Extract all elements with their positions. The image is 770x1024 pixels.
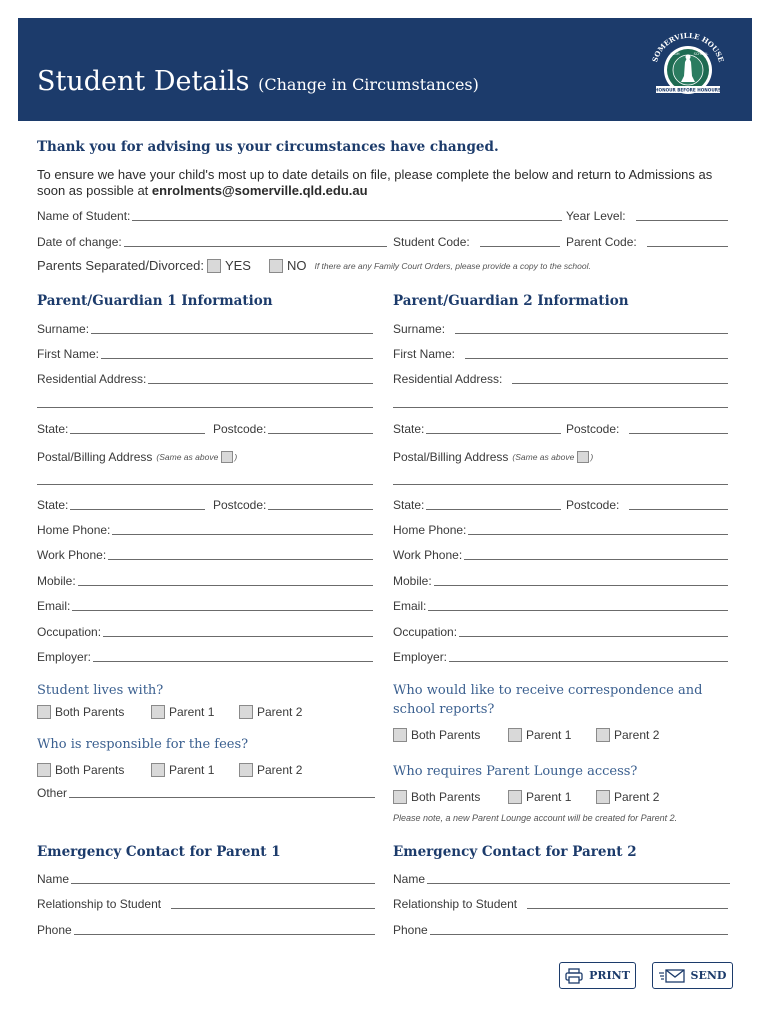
- p2-state-field[interactable]: [393, 420, 561, 436]
- p2-state2-line[interactable]: [426, 498, 561, 510]
- admissions-email-link[interactable]: enrolments@somerville.qld.edu.au: [151, 183, 368, 198]
- e1-phone-field[interactable]: [37, 921, 375, 937]
- p2-work-phone-field[interactable]: [393, 546, 728, 562]
- fees-heading: Who is responsible for the fees?: [37, 737, 249, 752]
- e2-relationship-line[interactable]: [527, 897, 728, 909]
- p1-home-phone-field[interactable]: [37, 521, 373, 537]
- page-title: [37, 66, 479, 97]
- corr-both-checkbox[interactable]: [393, 728, 407, 742]
- p1-occupation-line[interactable]: [103, 625, 373, 637]
- e1-relationship-field[interactable]: [37, 895, 375, 911]
- p2-address-label: Residential Address:: [393, 372, 503, 386]
- fees-other-field[interactable]: [37, 784, 375, 800]
- p1-address-label: Residential Address:: [37, 372, 147, 386]
- date-of-change-label: Date of change:: [37, 235, 122, 249]
- lives-parent2-checkbox[interactable]: [239, 705, 253, 719]
- e1-name-line[interactable]: [71, 872, 375, 884]
- p2-state2-field[interactable]: [393, 496, 561, 512]
- p2-first-name-field[interactable]: [393, 345, 728, 361]
- parent2-heading: Parent/Guardian 2 Information: [393, 293, 629, 309]
- p1-employer-field[interactable]: [37, 648, 373, 664]
- p1-address-line[interactable]: [148, 372, 373, 384]
- separated-yes-label: YES: [224, 258, 251, 273]
- p1-same-as-above-label: (Same as above: [156, 452, 219, 462]
- student-code-line[interactable]: [480, 235, 560, 247]
- lounge-parent1-checkbox[interactable]: [508, 790, 522, 804]
- fees-parent2-label: Parent 2: [257, 763, 303, 777]
- p2-mobile-line[interactable]: [434, 574, 728, 586]
- p1-surname-field[interactable]: [37, 320, 373, 336]
- parent-code-label: Parent Code:: [566, 235, 637, 249]
- p1-postal-label: Postal/Billing Address: [37, 450, 153, 464]
- p1-close-paren: ): [234, 452, 238, 462]
- p1-postcode2-label: Postcode:: [213, 498, 267, 512]
- parent-code-line[interactable]: [647, 235, 728, 247]
- p2-occupation-label: Occupation:: [393, 625, 458, 639]
- p1-state-field[interactable]: [37, 420, 205, 436]
- fees-options: [37, 763, 302, 777]
- lounge-both-checkbox[interactable]: [393, 790, 407, 804]
- lounge-heading: Who requires Parent Lounge access?: [393, 764, 638, 779]
- p2-postcode2-label: Postcode:: [566, 498, 620, 512]
- e2-name-label: Name: [393, 872, 426, 886]
- p1-postcode2-field[interactable]: [213, 496, 373, 512]
- emergency2-heading: Emergency Contact for Parent 2: [393, 844, 637, 860]
- court-orders-note: If there are any Family Court Orders, please provide a copy to the school.: [314, 260, 591, 271]
- p1-postcode2-line[interactable]: [268, 498, 373, 510]
- fees-other-label: Other: [37, 786, 68, 800]
- student-code-label: Student Code:: [393, 235, 470, 249]
- lives-with-options: [37, 705, 302, 719]
- p1-surname-line[interactable]: [91, 322, 373, 334]
- p2-surname-label: Surname:: [393, 322, 446, 336]
- correspondence-heading-line2: school reports?: [393, 702, 495, 717]
- corr-parent2-checkbox[interactable]: [596, 728, 610, 742]
- p2-employer-line[interactable]: [449, 650, 728, 662]
- p1-state-label: State:: [37, 422, 69, 436]
- p2-postcode2-line[interactable]: [629, 498, 728, 510]
- emergency1-heading: Emergency Contact for Parent 1: [37, 844, 281, 860]
- fees-parent2-checkbox[interactable]: [239, 763, 253, 777]
- send-button-label: SEND: [690, 969, 727, 982]
- school-crest-logo: [644, 26, 732, 114]
- fees-parent1-label: Parent 1: [169, 763, 215, 777]
- p1-work-phone-label: Work Phone:: [37, 548, 107, 562]
- correspondence-heading-line1: Who would like to receive correspondence and: [393, 683, 703, 698]
- p1-surname-label: Surname:: [37, 322, 90, 336]
- lounge-parent2-label: Parent 2: [614, 790, 660, 804]
- correspondence-heading: [393, 681, 702, 719]
- date-of-change-field[interactable]: [37, 233, 387, 249]
- p2-address-field[interactable]: [393, 370, 728, 386]
- p2-work-phone-line[interactable]: [464, 548, 728, 560]
- p1-address-line-2[interactable]: [37, 407, 373, 408]
- subtitle-text: (Change in Circumstances): [258, 75, 479, 94]
- separated-yes-checkbox[interactable]: [207, 259, 221, 273]
- p1-home-phone-line[interactable]: [112, 523, 373, 535]
- e1-name-label: Name: [37, 872, 70, 886]
- e2-phone-line[interactable]: [430, 923, 728, 935]
- p2-employer-field[interactable]: [393, 648, 728, 664]
- p1-work-phone-line[interactable]: [108, 548, 373, 560]
- e1-phone-label: Phone: [37, 923, 72, 937]
- separated-row: [37, 258, 591, 273]
- p2-mobile-field[interactable]: [393, 572, 728, 588]
- p1-first-name-line[interactable]: [101, 347, 373, 359]
- lives-parent1-checkbox[interactable]: [151, 705, 165, 719]
- p2-state2-label: State:: [393, 498, 425, 512]
- e1-relationship-label: Relationship to Student: [37, 897, 162, 911]
- intro-text: [37, 167, 737, 199]
- corr-parent1-checkbox[interactable]: [508, 728, 522, 742]
- send-button[interactable]: [652, 962, 733, 989]
- p1-postal-line[interactable]: [37, 484, 373, 485]
- page-header: [18, 18, 752, 121]
- p2-postcode-label: Postcode:: [566, 422, 620, 436]
- student-name-label: Name of Student:: [37, 209, 131, 223]
- separated-no-checkbox[interactable]: [269, 259, 283, 273]
- svg-text:SCHOOL: SCHOOL: [693, 52, 709, 56]
- p1-employer-line[interactable]: [93, 650, 373, 662]
- p1-employer-label: Employer:: [37, 650, 92, 664]
- lounge-options: [393, 790, 659, 804]
- e1-phone-line[interactable]: [74, 923, 375, 935]
- p1-postcode-label: Postcode:: [213, 422, 267, 436]
- lounge-parent2-checkbox[interactable]: [596, 790, 610, 804]
- p2-postal-row: [393, 450, 593, 464]
- e2-phone-field[interactable]: [393, 921, 728, 937]
- p2-postcode-line[interactable]: [629, 422, 728, 434]
- e2-relationship-field[interactable]: [393, 895, 728, 911]
- p2-occupation-field[interactable]: [393, 623, 728, 639]
- p2-postcode-field[interactable]: [566, 420, 728, 436]
- p2-state-line[interactable]: [426, 422, 561, 434]
- p1-occupation-field[interactable]: [37, 623, 373, 639]
- p1-mobile-field[interactable]: [37, 572, 373, 588]
- printer-icon: [565, 968, 583, 984]
- corr-parent2-label: Parent 2: [614, 728, 660, 742]
- p2-state-label: State:: [393, 422, 425, 436]
- print-button[interactable]: [559, 962, 636, 989]
- p2-address-line-2[interactable]: [393, 407, 728, 408]
- e1-name-field[interactable]: [37, 870, 375, 886]
- fees-other-line[interactable]: [69, 786, 375, 798]
- p2-work-phone-label: Work Phone:: [393, 548, 463, 562]
- p2-same-as-above-checkbox[interactable]: [577, 451, 589, 463]
- p2-surname-line[interactable]: [455, 322, 728, 334]
- p1-postcode-line[interactable]: [268, 422, 373, 434]
- e2-name-line[interactable]: [427, 872, 730, 884]
- p2-first-name-line[interactable]: [465, 347, 728, 359]
- svg-text:HIGH: HIGH: [670, 52, 680, 56]
- p1-mobile-label: Mobile:: [37, 574, 76, 588]
- lives-parent2-label: Parent 2: [257, 705, 303, 719]
- p2-postal-label: Postal/Billing Address: [393, 450, 509, 464]
- p1-postal-row: [37, 450, 237, 464]
- p1-email-label: Email:: [37, 599, 71, 613]
- p2-mobile-label: Mobile:: [393, 574, 432, 588]
- p1-state2-field[interactable]: [37, 496, 205, 512]
- p1-occupation-label: Occupation:: [37, 625, 102, 639]
- p1-address-field[interactable]: [37, 370, 373, 386]
- year-level-field[interactable]: [566, 207, 728, 223]
- lounge-parent1-label: Parent 1: [526, 790, 572, 804]
- p2-postcode2-field[interactable]: [566, 496, 728, 512]
- p2-occupation-line[interactable]: [459, 625, 728, 637]
- p1-work-phone-field[interactable]: [37, 546, 373, 562]
- p1-home-phone-label: Home Phone:: [37, 523, 111, 537]
- p2-home-phone-label: Home Phone:: [393, 523, 467, 537]
- corr-parent1-label: Parent 1: [526, 728, 572, 742]
- parent1-heading: Parent/Guardian 1 Information: [37, 293, 273, 309]
- student-name-field[interactable]: [37, 207, 562, 223]
- p1-email-line[interactable]: [72, 599, 373, 611]
- separated-no-label: NO: [286, 258, 307, 273]
- p2-close-paren: ): [590, 452, 594, 462]
- year-level-label: Year Level:: [566, 209, 626, 223]
- p1-first-name-label: First Name:: [37, 347, 100, 361]
- title-text: Student Details: [37, 66, 250, 97]
- fees-parent1-checkbox[interactable]: [151, 763, 165, 777]
- send-envelope-icon: [659, 969, 685, 983]
- lives-with-heading: Student lives with?: [37, 683, 164, 698]
- p1-state2-label: State:: [37, 498, 69, 512]
- p2-email-field[interactable]: [393, 597, 728, 613]
- p1-mobile-line[interactable]: [78, 574, 373, 586]
- p2-email-label: Email:: [393, 599, 427, 613]
- p1-state2-line[interactable]: [70, 498, 205, 510]
- e2-name-field[interactable]: [393, 870, 730, 886]
- p2-surname-field[interactable]: [393, 320, 728, 336]
- e2-phone-label: Phone: [393, 923, 428, 937]
- e2-relationship-label: Relationship to Student: [393, 897, 518, 911]
- p2-first-name-label: First Name:: [393, 347, 456, 361]
- p1-postcode-field[interactable]: [213, 420, 373, 436]
- lives-both-label: Both Parents: [55, 705, 125, 719]
- parent-code-field[interactable]: [566, 233, 728, 249]
- print-button-label: PRINT: [589, 969, 630, 982]
- corr-both-label: Both Parents: [411, 728, 481, 742]
- p2-home-phone-field[interactable]: [393, 521, 728, 537]
- intro-body: To ensure we have your child's most up to date details on file, please complete the below and return to Admissions as soon as possible at: [37, 167, 713, 198]
- fees-both-label: Both Parents: [55, 763, 125, 777]
- p2-same-as-above-label: (Same as above: [512, 452, 575, 462]
- p1-email-field[interactable]: [37, 597, 373, 613]
- lounge-note: Please note, a new Parent Lounge account will be created for Parent 2.: [393, 813, 678, 823]
- student-name-line[interactable]: [132, 209, 562, 221]
- p2-postal-line[interactable]: [393, 484, 728, 485]
- svg-text:HONOUR BEFORE HONOURS: HONOUR BEFORE HONOURS: [655, 87, 721, 93]
- date-of-change-line[interactable]: [124, 235, 387, 247]
- p2-employer-label: Employer:: [393, 650, 448, 664]
- p2-email-line[interactable]: [428, 599, 728, 611]
- p2-home-phone-line[interactable]: [468, 523, 728, 535]
- year-level-line[interactable]: [636, 209, 728, 221]
- student-code-field[interactable]: [393, 233, 560, 249]
- lounge-both-label: Both Parents: [411, 790, 481, 804]
- intro-heading: Thank you for advising us your circumstances have changed.: [37, 139, 499, 155]
- e1-relationship-line[interactable]: [171, 897, 375, 909]
- correspondence-options: [393, 728, 659, 742]
- p1-same-as-above-checkbox[interactable]: [221, 451, 233, 463]
- fees-both-checkbox[interactable]: [37, 763, 51, 777]
- p2-address-line[interactable]: [512, 372, 728, 384]
- p1-state-line[interactable]: [70, 422, 205, 434]
- lives-parent1-label: Parent 1: [169, 705, 215, 719]
- separated-label: Parents Separated/Divorced:: [37, 258, 204, 273]
- lives-both-checkbox[interactable]: [37, 705, 51, 719]
- p1-first-name-field[interactable]: [37, 345, 373, 361]
- svg-text:SOMERVILLE HOUSE: SOMERVILLE HOUSE: [650, 30, 726, 64]
